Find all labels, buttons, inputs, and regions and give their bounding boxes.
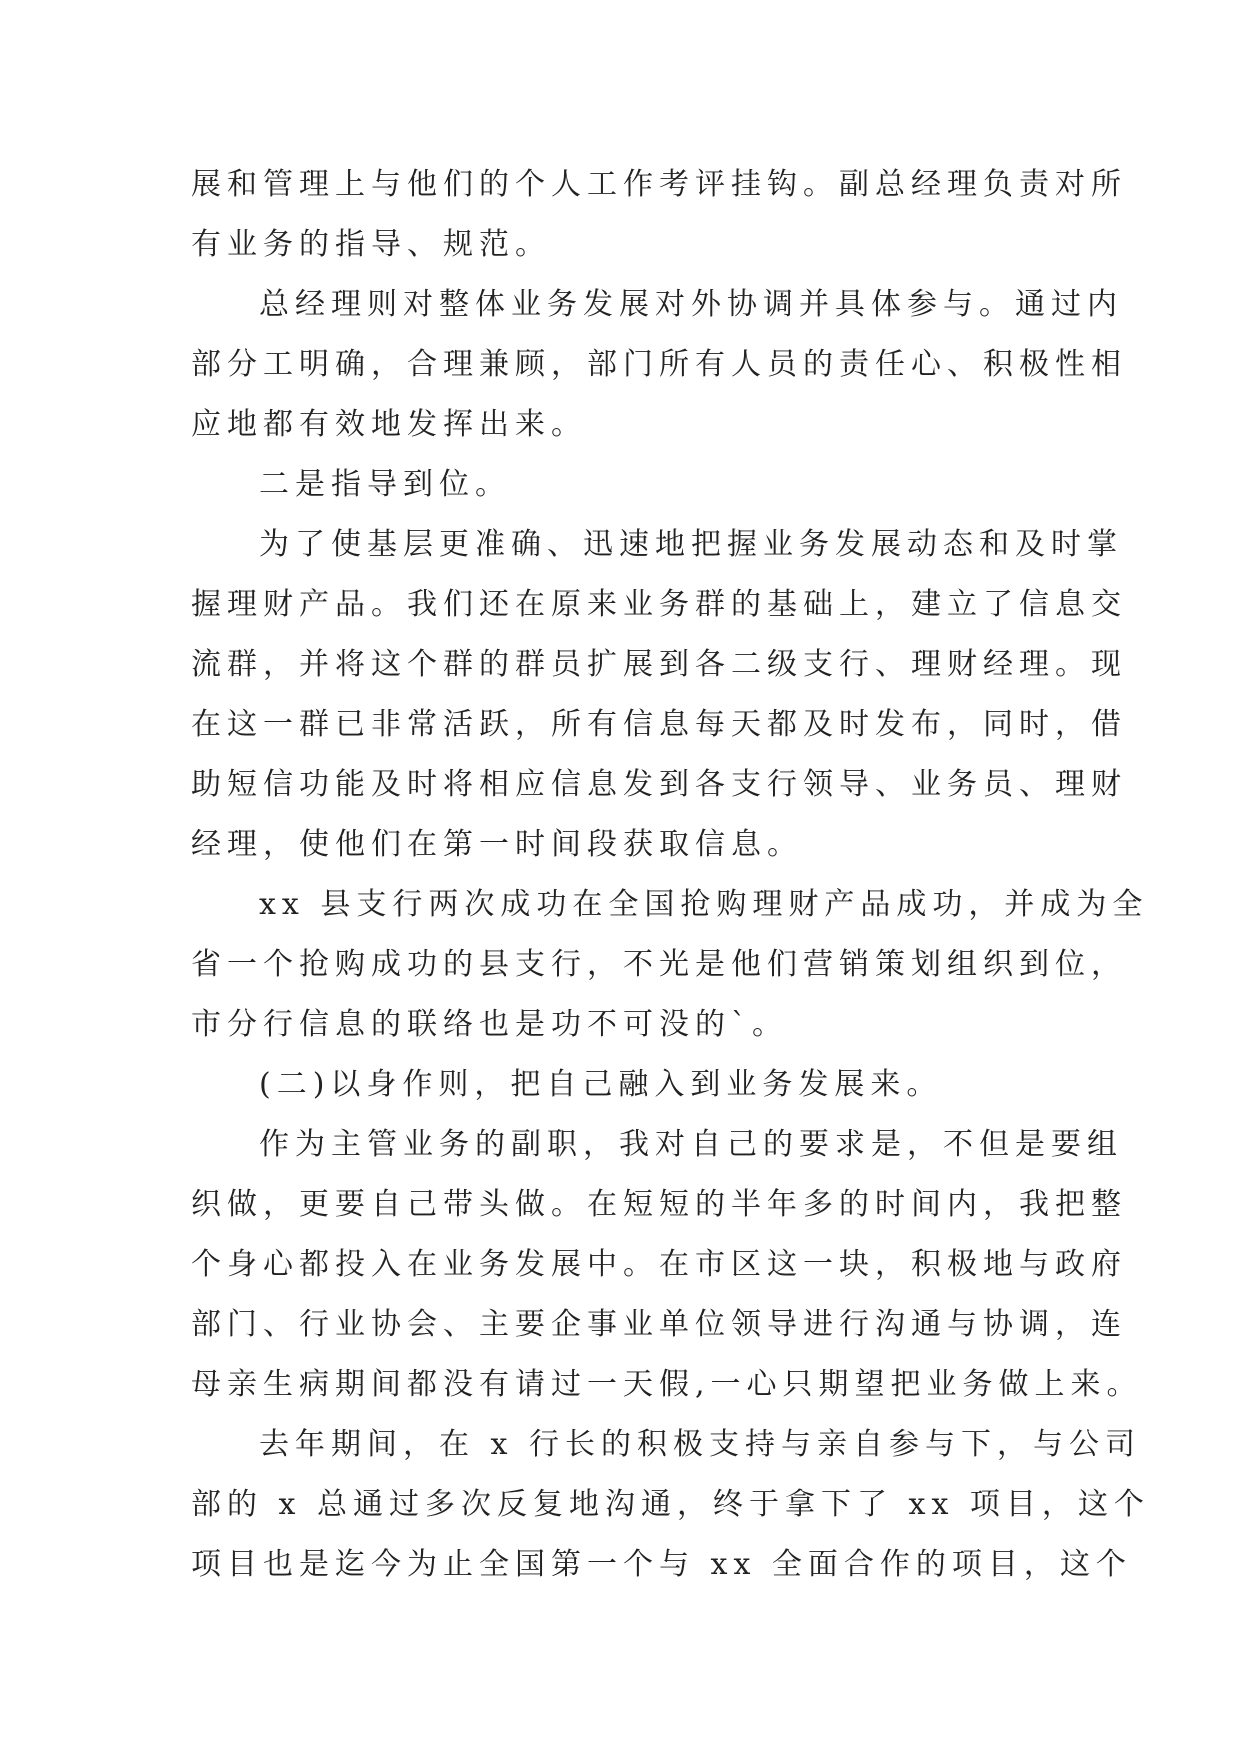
text-line: 去年期间，在 x 行长的积极支持与亲自参与下，与公司: [259, 1427, 1141, 1462]
document-body: [191, 155, 1150, 1595]
text-line: 母亲生病期间都没有请过一天假,一心只期望把业务做上来。: [191, 1367, 1143, 1402]
text-line: 二是指导到位。: [259, 467, 511, 502]
text-line: 经理，使他们在第一时间段获取信息。: [191, 827, 803, 862]
text-line: 展和管理上与他们的个人工作考评挂钩。副总经理负责对所: [191, 167, 1127, 202]
text-line: 有业务的指导、规范。: [191, 227, 551, 262]
text-line: 省一个抢购成功的县支行，不光是他们营销策划组织到位，: [191, 947, 1127, 982]
text-line: 部门、行业协会、主要企事业单位领导进行沟通与协调，连: [191, 1307, 1127, 1342]
text-line: 个身心都投入在业务发展中。在市区这一块，积极地与政府: [191, 1247, 1127, 1282]
text-line: 项目也是迄今为止全国第一个与 xx 全面合作的项目，这个: [191, 1547, 1132, 1582]
text-line: 流群，并将这个群的群员扩展到各二级支行、理财经理。现: [191, 647, 1127, 682]
text-line: 助短信功能及时将相应信息发到各支行领导、业务员、理财: [191, 767, 1127, 802]
text-line: 部的 x 总通过多次反复地沟通，终于拿下了 xx 项目，这个: [191, 1487, 1150, 1522]
text-line: 作为主管业务的副职，我对自己的要求是，不但是要组: [259, 1127, 1123, 1162]
text-line: 为了使基层更准确、迅速地把握业务发展动态和及时掌: [259, 527, 1123, 562]
text-line: 部分工明确，合理兼顾，部门所有人员的责任心、积极性相: [191, 347, 1127, 382]
text-line: xx 县支行两次成功在全国抢购理财产品成功，并成为全: [259, 887, 1149, 922]
text-line: 握理财产品。我们还在原来业务群的基础上，建立了信息交: [191, 587, 1127, 622]
text-line: 织做，更要自己带头做。在短短的半年多的时间内，我把整: [191, 1187, 1127, 1222]
text-line: (二)以身作则，把自己融入到业务发展来。: [259, 1067, 943, 1102]
text-line: 在这一群已非常活跃，所有信息每天都及时发布，同时，借: [191, 707, 1127, 742]
text-line: 总经理则对整体业务发展对外协调并具体参与。通过内: [259, 287, 1123, 322]
text-line: 应地都有效地发挥出来。: [191, 407, 587, 442]
text-line: 市分行信息的联络也是功不可没的`。: [191, 1007, 788, 1042]
